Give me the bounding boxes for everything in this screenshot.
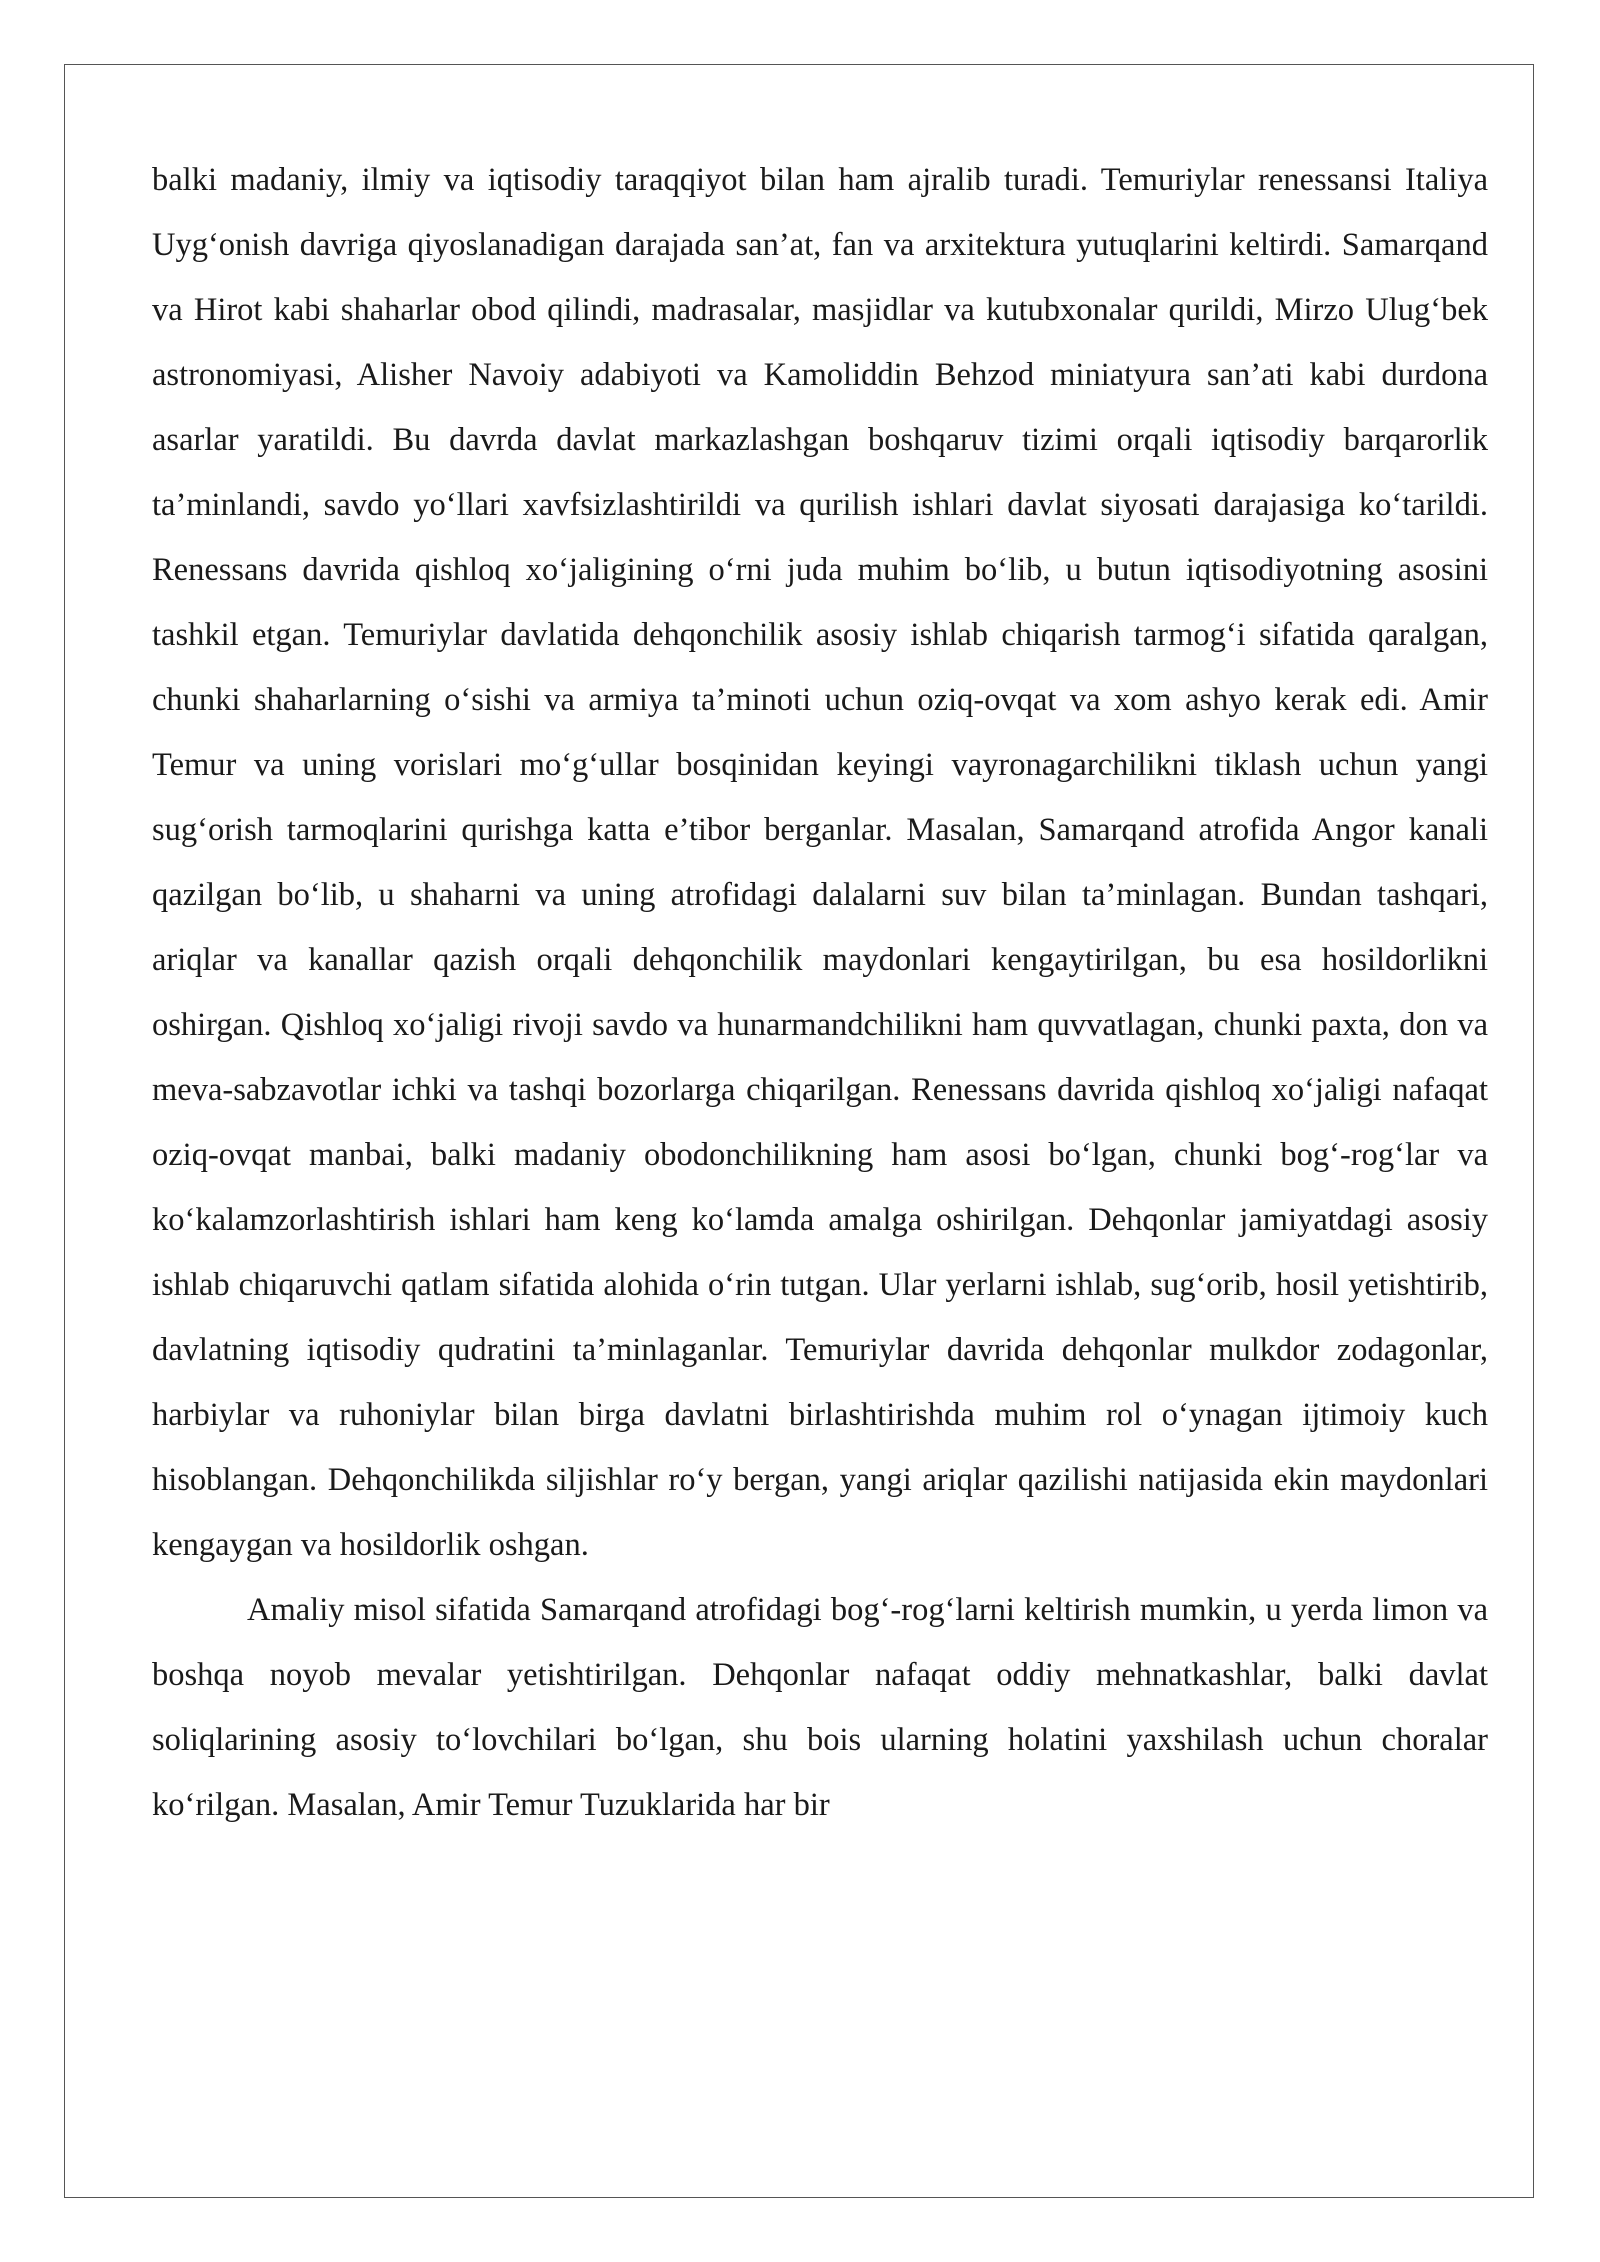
document-body <box>152 148 1488 1838</box>
paragraph-2: Amaliy misol sifatida Samarqand atrofidagi bog‘-rog‘larni keltirish mumkin, u yerda limon va boshqa noyob mevalar yetishtirilgan. Dehqonlar nafaqat oddiy mehnatkashlar, balki davlat soliqlarining asosiy to‘lovchilari bo‘lgan, shu bois ularning holatini yaxshilash uchun choralar ko‘rilgan. Masalan, Amir Temur Tuzuklarida har bir <box>152 1592 1488 1823</box>
paragraph-1: balki madaniy, ilmiy va iqtisodiy taraqqiyot bilan ham ajralib turadi. Temuriylar renessansi Italiya Uyg‘onish davriga qiyoslanadigan darajada san’at, fan va arxitektura yutuqlarini keltirdi. Samarqand va Hirot kabi shaharlar obod qilindi, madrasalar, masjidlar va kutubxonalar qurildi, Mirzo Ulug‘bek astronomiyasi, Alisher Navoiy adabiyoti va Kamoliddin Behzod miniatyura san’ati kabi durdona asarlar yaratildi. Bu davrda davlat markazlashgan boshqaruv tizimi orqali iqtisodiy barqarorlik ta’minlandi, savdo yo‘llari xavfsizlashtirildi va qurilish ishlari davlat siyosati darajasiga ko‘tarildi. Renessans davrida qishloq xo‘jaligining o‘rni juda muhim bo‘lib, u butun iqtisodiyotning asosini tashkil etgan. Temuriylar davlatida dehqonchilik asosiy ishlab chiqarish tarmog‘i sifatida qaralgan, chunki shaharlarning o‘sishi va armiya ta’minoti uchun oziq-ovqat va xom ashyo kerak edi. Amir Temur va uning vorislari mo‘g‘ullar bosqinidan keyingi vayronagarchilikni tiklash uchun yangi sug‘orish tarmoqlarini qurishga katta e’tibor berganlar. Masalan, Samarqand atrofida Angor kanali qazilgan bo‘lib, u shaharni va uning atrofidagi dalalarni suv bilan ta’minlagan. Bundan tashqari, ariqlar va kanallar qazish orqali dehqonchilik maydonlari kengaytirilgan, bu esa hosildorlikni oshirgan. Qishloq xo‘jaligi rivoji savdo va hunarmandchilikni ham quvvatlagan, chunki paxta, don va meva-sabzavotlar ichki va tashqi bozorlarga chiqarilgan. Renessans davrida qishloq xo‘jaligi nafaqat oziq-ovqat manbai, balki madaniy obodonchilikning ham asosi bo‘lgan, chunki bog‘-rog‘lar va ko‘kalamzorlashtirish ishlari ham keng ko‘lamda amalga oshirilgan. Dehqonlar jamiyatdagi asosiy ishlab chiqaruvchi qatlam sifatida alohida o‘rin tutgan. Ular yerlarni ishlab, sug‘orib, hosil yetishtirib, davlatning iqtisodiy qudratini ta’minlaganlar. Temuriylar davrida dehqonlar mulkdor zodagonlar, harbiylar va ruhoniylar bilan birga davlatni birlashtirishda muhim rol o‘ynagan ijtimoiy kuch hisoblangan. Dehqonchilikda siljishlar ro‘y bergan, yangi ariqlar qazilishi natijasida ekin maydonlari kengaygan va hosildorlik oshgan. <box>152 162 1488 1563</box>
